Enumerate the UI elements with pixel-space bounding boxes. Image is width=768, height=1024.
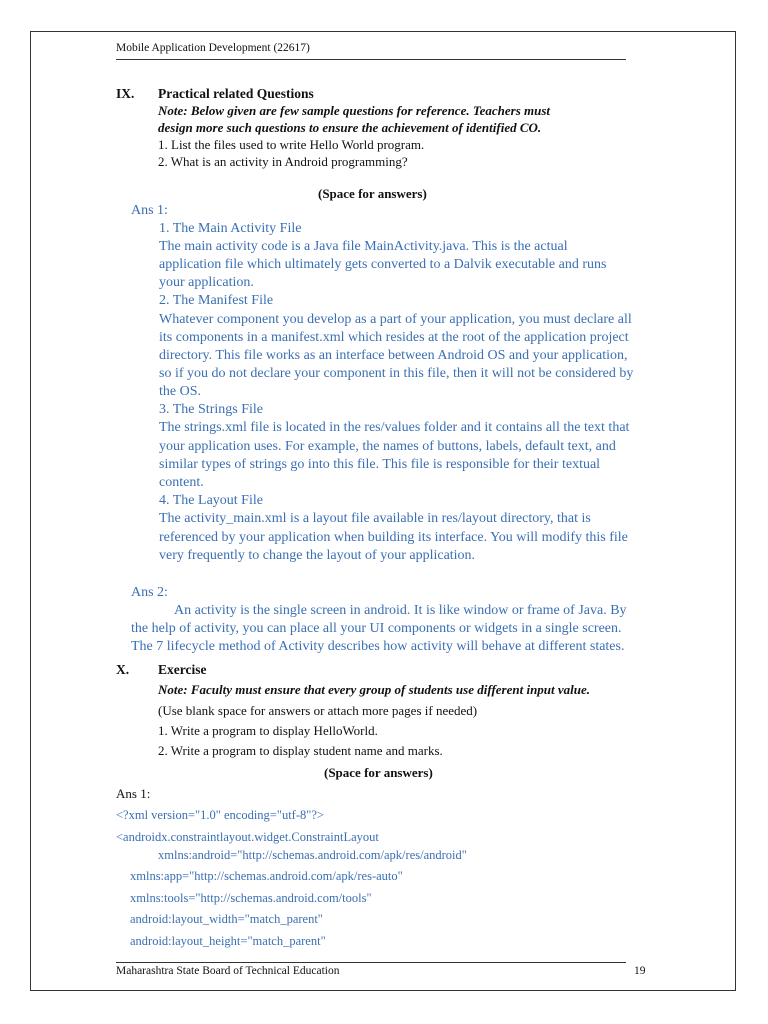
answer1-line: your application uses. For example, the names of buttons, labels, default text, and: [159, 439, 616, 454]
section10-question-1: 1. Write a program to display HelloWorld.: [158, 723, 378, 738]
answer2-label: Ans 2:: [131, 585, 168, 600]
answer1-line: very frequently to change the layout of your application.: [159, 548, 476, 563]
section9-title: Practical related Questions: [158, 86, 314, 101]
code-line: xmlns:tools="http://schemas.android.com/tools": [130, 891, 372, 905]
header-title: Mobile Application Development (22617): [116, 42, 310, 54]
answer2-line: The 7 lifecycle method of Activity describes how activity will behave at different states.: [131, 639, 625, 654]
answer1-line: directory. This file works as an interface between Android OS and your application,: [159, 348, 628, 363]
answer1-line: The main activity code is a Java file MainActivity.java. This is the actual: [159, 239, 568, 254]
answer1-line: The strings.xml file is located in the res/values folder and it contains all the text that: [159, 420, 630, 435]
section9-question-2: 2. What is an activity in Android programming?: [158, 154, 408, 169]
answer2-line: An activity is the single screen in android. It is like window or frame of Java. By: [174, 603, 627, 618]
code-line: xmlns:app="http://schemas.android.com/apk/res-auto": [130, 869, 403, 883]
section10-space-for-answers: (Space for answers): [324, 765, 433, 780]
answer1-line: Whatever component you develop as a part of your application, you must declare all: [159, 312, 632, 327]
answer2-line: the help of activity, you can place all your UI components or widgets in a single screen.: [131, 621, 622, 636]
section10-number: X.: [116, 662, 130, 677]
answer1-line: its components in a manifest.xml which resides at the root of the application project: [159, 330, 629, 345]
section10-answer-label: Ans 1:: [116, 786, 151, 801]
section9-question-1: 1. List the files used to write Hello World program.: [158, 137, 425, 152]
section9-space-for-answers: (Space for answers): [318, 186, 427, 201]
answer1-line: your application.: [159, 275, 254, 290]
answer1-line: content.: [159, 475, 204, 490]
answer1-line: so if you do not declare your component in this file, then it will not be considered by: [159, 366, 634, 381]
section9-note-line2: design more such questions to ensure the achievement of identified CO.: [158, 120, 542, 135]
code-line: <androidx.constraintlayout.widget.ConstraintLayout: [116, 830, 379, 844]
section10-title: Exercise: [158, 662, 207, 677]
footer-page-number: 19: [634, 965, 646, 977]
section9-note-line1: Note: Below given are few sample questions for reference. Teachers must: [158, 103, 551, 118]
footer-org: Maharashtra State Board of Technical Education: [116, 965, 340, 977]
footer-rule: [116, 962, 626, 963]
code-line: android:layout_width="match_parent": [130, 912, 323, 926]
answer1-line: 1. The Main Activity File: [159, 221, 302, 236]
section10-note: Note: Faculty must ensure that every group of students use different input value.: [158, 682, 591, 697]
section9-number: IX.: [116, 86, 135, 101]
section10-instruction: (Use blank space for answers or attach more pages if needed): [158, 703, 478, 718]
answer1-line: the OS.: [159, 384, 201, 399]
code-line: xmlns:android="http://schemas.android.com/apk/res/android": [158, 848, 467, 862]
answer1-line: application file which ultimately gets converted to a Dalvik executable and runs: [159, 257, 607, 272]
answer1-line: similar types of strings go into this file. This file is responsible for their textual: [159, 457, 601, 472]
code-line: <?xml version="1.0" encoding="utf-8"?>: [116, 808, 324, 822]
answer1-line: referenced by your application when building its interface. You will modify this file: [159, 530, 628, 545]
answer1-line: 2. The Manifest File: [159, 293, 274, 308]
answer1-label: Ans 1:: [131, 203, 168, 218]
section10-question-2: 2. Write a program to display student name and marks.: [158, 743, 443, 758]
header-rule: [116, 59, 626, 60]
answer1-line: The activity_main.xml is a layout file available in res/layout directory, that is: [159, 511, 591, 526]
answer1-line: 4. The Layout File: [159, 493, 263, 508]
answer1-line: 3. The Strings File: [159, 402, 263, 417]
code-line: android:layout_height="match_parent": [130, 934, 326, 948]
